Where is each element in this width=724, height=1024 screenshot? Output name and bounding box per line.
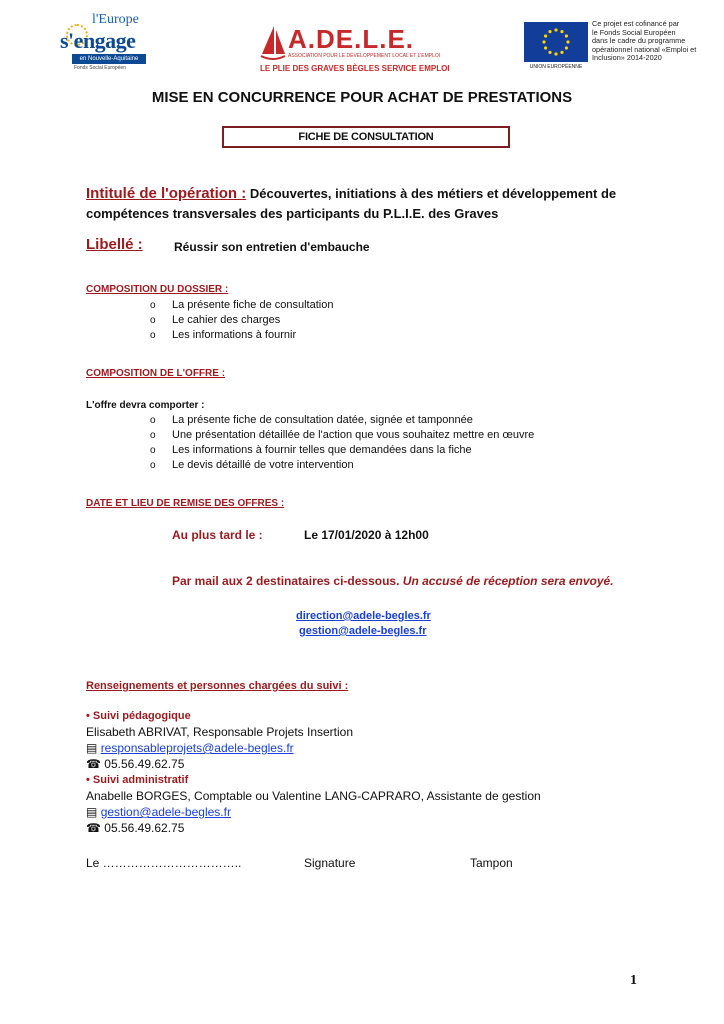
list-item xyxy=(150,413,156,428)
suivi-pedagogique-email[interactable]: responsableprojets@adele-begles.fr xyxy=(100,741,294,755)
eu-flag-icon xyxy=(524,22,588,62)
mail-text: Par mail aux 2 destinataires ci-dessous. xyxy=(172,574,400,588)
deadline-label: Au plus tard le : xyxy=(172,528,263,542)
list-item-text: La présente fiche de consultation xyxy=(172,299,334,311)
adele-subtitle: ASSOCIATION POUR LE DÉVELOPPEMENT LOCAL ET L'EMPLOI xyxy=(288,53,441,59)
page-number: 1 xyxy=(630,973,637,988)
suivi-pedagogique-phone: 05.56.49.62.75 xyxy=(104,757,185,771)
adele-name: A.DE.L.E. xyxy=(288,24,415,54)
mail-instructions xyxy=(172,574,614,588)
circle-bullet-icon: o xyxy=(150,315,156,326)
eu-cofinancing-text: Ce projet est cofinancé par le Fonds Social Européen dans le cadre du programme opérationnel national «Emploi et Inclusion» 2014-2020 xyxy=(592,19,697,63)
list-item xyxy=(150,328,156,343)
list-item xyxy=(150,458,156,473)
suivi-administratif-phone-row xyxy=(86,821,184,836)
phone-icon: ☎ xyxy=(86,821,101,835)
intitule-label: Intitulé de l'opération : xyxy=(86,185,247,202)
circle-bullet-icon: o xyxy=(150,300,156,311)
tampon-label: Tampon xyxy=(470,856,513,870)
offre-heading: COMPOSITION DE L'OFFRE : xyxy=(86,368,226,379)
signature-label: Signature xyxy=(304,856,356,870)
list-item xyxy=(150,298,156,313)
deadline-value: Le 17/01/2020 à 12h00 xyxy=(304,528,429,542)
list-item-text: La présente fiche de consultation datée, signée et tamponnée xyxy=(172,414,473,426)
list-item xyxy=(150,428,156,443)
offre-intro: L'offre devra comporter : xyxy=(86,400,205,411)
suivi-administratif-title xyxy=(86,773,188,788)
suivi-pedagogique-phone-row xyxy=(86,757,184,772)
mail-note: Un accusé de réception sera envoyé. xyxy=(402,574,614,588)
circle-bullet-icon: o xyxy=(150,460,156,471)
circle-bullet-icon: o xyxy=(150,330,156,341)
list-item-text: Les informations à fournir xyxy=(172,329,297,341)
europe-logo-line4: Fonds Social Européen xyxy=(74,65,126,71)
libelle-label: Libellé : xyxy=(86,236,143,253)
renseignements-heading: Renseignements et personnes chargées du suivi : xyxy=(86,680,349,692)
europe-logo-line3: en Nouvelle-Aquitaine xyxy=(72,54,146,64)
suivi-pedagogique-email-row xyxy=(86,741,294,756)
circle-bullet-icon: o xyxy=(150,430,156,441)
europe-logo-line1: l'Europe xyxy=(92,12,139,27)
list-item-text: Une présentation détaillée de l'action que vous souhaitez mettre en œuvre xyxy=(172,429,535,441)
suivi-administratif-email-row xyxy=(86,805,231,820)
bullet-dot-icon: • xyxy=(86,710,90,722)
libelle-value: Réussir son entretien d'embauche xyxy=(174,240,370,254)
suivi-pedagogique-label: Suivi pédagogique xyxy=(92,710,191,722)
list-item xyxy=(150,443,156,458)
bullet-dot-icon: • xyxy=(86,774,90,786)
email-icon: ▤ xyxy=(86,741,98,755)
eu-logo-caption: UNION EUROPÉENNE xyxy=(529,64,583,70)
fiche-box: FICHE DE CONSULTATION xyxy=(222,126,510,148)
intitule-block xyxy=(86,184,646,224)
suivi-administratif-phone: 05.56.49.62.75 xyxy=(104,821,185,835)
remise-heading: DATE ET LIEU DE REMISE DES OFFRES : xyxy=(86,498,285,509)
intitule-value: Découvertes, initiations à des métiers et développement de compétences transversales des participants du P.L.I.E. des Graves xyxy=(86,186,617,221)
europe-logo-line2: s'engage xyxy=(60,28,136,53)
dossier-heading: COMPOSITION DU DOSSIER : xyxy=(86,284,229,295)
date-placeholder: Le …………………………….. xyxy=(86,856,242,870)
list-item-text: Les informations à fournir telles que demandées dans la fiche xyxy=(172,444,472,456)
list-item-text: Le cahier des charges xyxy=(172,314,281,326)
page-title: MISE EN CONCURRENCE POUR ACHAT DE PRESTATIONS xyxy=(151,89,573,106)
suivi-administratif-email[interactable]: gestion@adele-begles.fr xyxy=(100,805,231,819)
list-item xyxy=(150,313,156,328)
suivi-pedagogique-title xyxy=(86,709,191,724)
email-link-direction[interactable]: direction@adele-begles.fr xyxy=(296,610,431,622)
eu-logo xyxy=(524,22,588,70)
circle-bullet-icon: o xyxy=(150,445,156,456)
adele-tagline: LE PLIE DES GRAVES BÈGLES SERVICE EMPLOI xyxy=(260,64,450,73)
email-icon: ▤ xyxy=(86,805,98,819)
list-item-text: Le devis détaillé de votre intervention xyxy=(172,459,354,471)
suivi-administratif-label: Suivi administratif xyxy=(92,774,189,786)
europe-logo xyxy=(58,12,154,74)
circle-bullet-icon: o xyxy=(150,415,156,426)
suivi-administratif-person: Anabelle BORGES, Comptable ou Valentine LANG-CAPRARO, Assistante de gestion xyxy=(86,789,541,803)
sail-icon xyxy=(260,24,286,62)
adele-logo xyxy=(258,20,450,74)
phone-icon: ☎ xyxy=(86,757,101,771)
email-link-gestion[interactable]: gestion@adele-begles.fr xyxy=(299,625,427,637)
suivi-pedagogique-person: Elisabeth ABRIVAT, Responsable Projets Insertion xyxy=(86,725,354,739)
